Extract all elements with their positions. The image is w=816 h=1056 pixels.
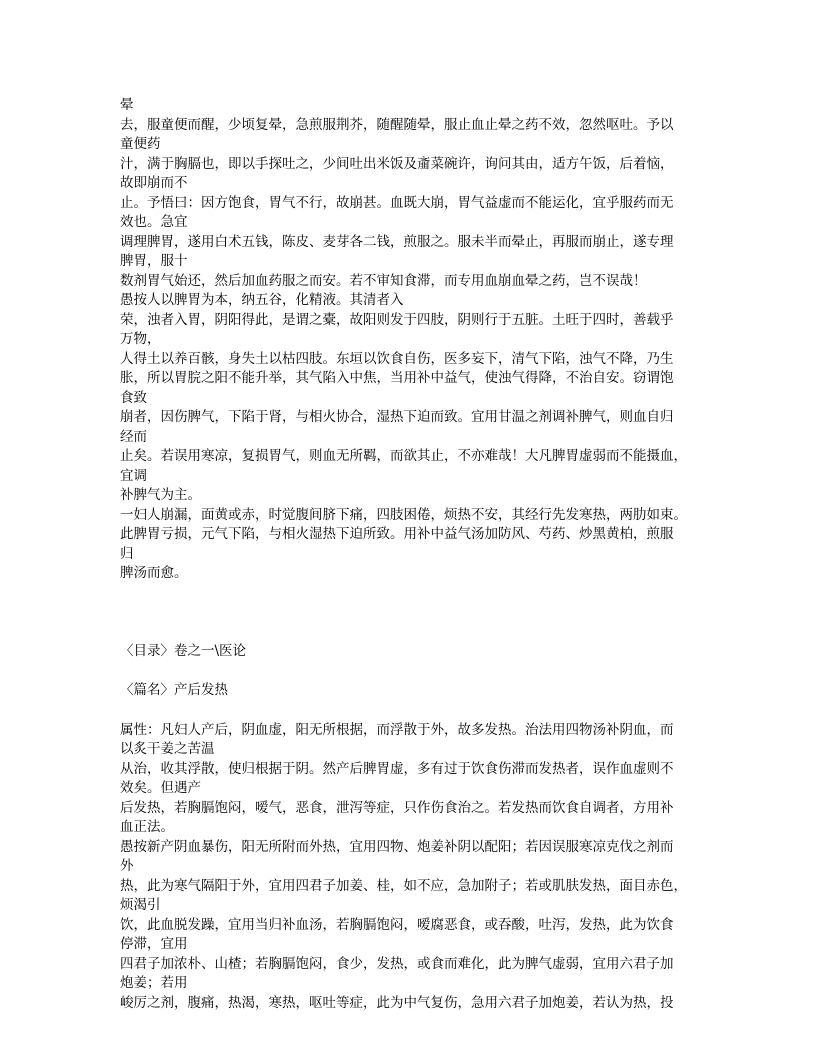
text-section-postpartum-fever [120,721,700,1014]
text-line: 荣，浊者入胃，阴阳得此，是谓之橐，故阳则发于四肢，阴则行于五脏。土旺于四时，善载乎 [120,311,674,328]
text-line: 属性：凡妇人产后，阴血虚，阳无所根据，而浮散于外，故多发热。治法用四物汤补阴血，而 [120,721,674,738]
text-line: 经而 [120,428,147,445]
text-line: 以炙干姜之苦温 [120,741,215,757]
text-line: 烦渴引 [120,897,161,913]
text-line: 脾汤而愈。 [120,565,188,581]
text-line: 食致 [120,389,147,406]
text-line: 血正法。 [120,819,174,835]
text-line: 宜调 [120,467,147,484]
text-line: 停滞，宜用 [120,936,188,952]
text-line: 人得土以养百骸，身失土以枯四肢。东垣以饮食自伤，医多妄下，清气下陷，浊气不降，乃生 [120,350,674,367]
text-line: 外 [120,858,134,874]
text-line: 四君子加浓朴、山楂；若胸膈饱闷，食少，发热，或食而难化，此为脾气虚弱，宜用六君子加 [120,955,674,972]
text-line: 此脾胃亏损，元气下陷，与相火湿热下迫所致。用补中益气汤加防风、芍药、炒黑黄柏，煎服 [120,526,674,542]
text-line: 补脾气为主。 [120,487,201,503]
text-line: 效也。急宜 [120,214,188,230]
text-line: 调理脾胃，遂用白术五钱，陈皮、麦芽各二钱，煎服之。服未半而晕止，再服而崩止，遂专理 [120,233,674,250]
text-line: 止。予悟曰：因方饱食，胃气不行，故崩甚。血既大崩，胃气益虚而不能运化，宜乎服药而无 [120,194,674,211]
text-line: 饮，此血脱发躁，宜用当归补血汤，若胸膈饱闷，嗳腐恶食，或吞酸，吐泻，发热，此为饮食 [120,916,674,933]
text-line: 一妇人崩漏，面黄或赤，时觉腹间脐下痛，四肢困倦，烦热不安，其经行先发寒热，两肋如束。 [120,506,687,523]
text-line: 炮姜；若用 [120,975,188,991]
text-line: 热，此为寒气隔阳于外，宜用四君子加姜、桂，如不应，急加附子；若或肌肤发热，面目赤色， [120,877,687,894]
text-line: 数剂胃气始还，然后加血药服之而安。若不审知食滞，而专用血崩血晕之药，岂不误哉！ [120,272,647,289]
text-line: 愚按新产阴血暴伤，阳无所附而外热，宜用四物、炮姜补阴以配阳；若因误服寒凉克伐之剂而 [120,838,674,855]
text-line: 万物， [120,331,161,347]
text-section-postpartum-hemorrhage [120,96,700,584]
text-line: 故即崩而不 [120,175,188,191]
text-line: 汁，满于胸膈也，即以手探吐之，少间吐出米饭及齑菜碗许，询问其由，适方午饭，后着恼， [120,155,674,172]
text-line: 童便药 [120,136,161,152]
text-line: 止矣。若误用寒凉，复损胃气，则血无所羁，而欲其止，不亦难哉！大凡脾胃虚弱而不能摄血， [120,448,687,464]
text-line: 归 [120,545,134,562]
chapter-title: 〈篇名〉产后发热 [120,682,228,698]
text-line: 晕 [120,97,134,113]
section-spacer [120,661,700,681]
text-line: 崩者，因伤脾气，下陷于肾，与相火协合，湿热下迫而致。宜用甘温之剂调补脾气，则血自归 [120,409,674,425]
toc-line: 〈目录〉卷之一\医论 [120,642,247,659]
text-line: 胀，所以胃脘之阳不能升举，其气陷入中焦，当用补中益气，使浊气得降，不治自安。窃谓饱 [120,370,674,386]
section-spacer [120,701,700,721]
text-line: 愚按人以脾胃为本，纳五谷，化精液。其清者入 [120,292,404,308]
text-line: 后发热，若胸膈饱闷，嗳气，恶食，泄泻等症，只作伤食治之。若发热而饮食自调者，方用补 [120,799,674,816]
section-spacer [120,584,700,642]
document-page [120,96,700,1013]
text-line: 效矣。但遇产 [120,780,201,796]
text-line: 峻厉之剂，腹痛，热渴，寒热，呕吐等症，此为中气复伤，急用六君子加炮姜，若认为热，投 [120,994,674,1011]
text-line: 去，服童便而醒，少顷复晕，急煎服荆芥，随醒随晕，服止血止晕之药不效，忽然呕吐。予以 [120,116,674,133]
text-line: 脾胃，服十 [120,253,188,269]
text-line: 从治，收其浮散，使归根据于阴。然产后脾胃虚，多有过于饮食伤滞而发热者，误作血虚则不 [120,760,674,777]
